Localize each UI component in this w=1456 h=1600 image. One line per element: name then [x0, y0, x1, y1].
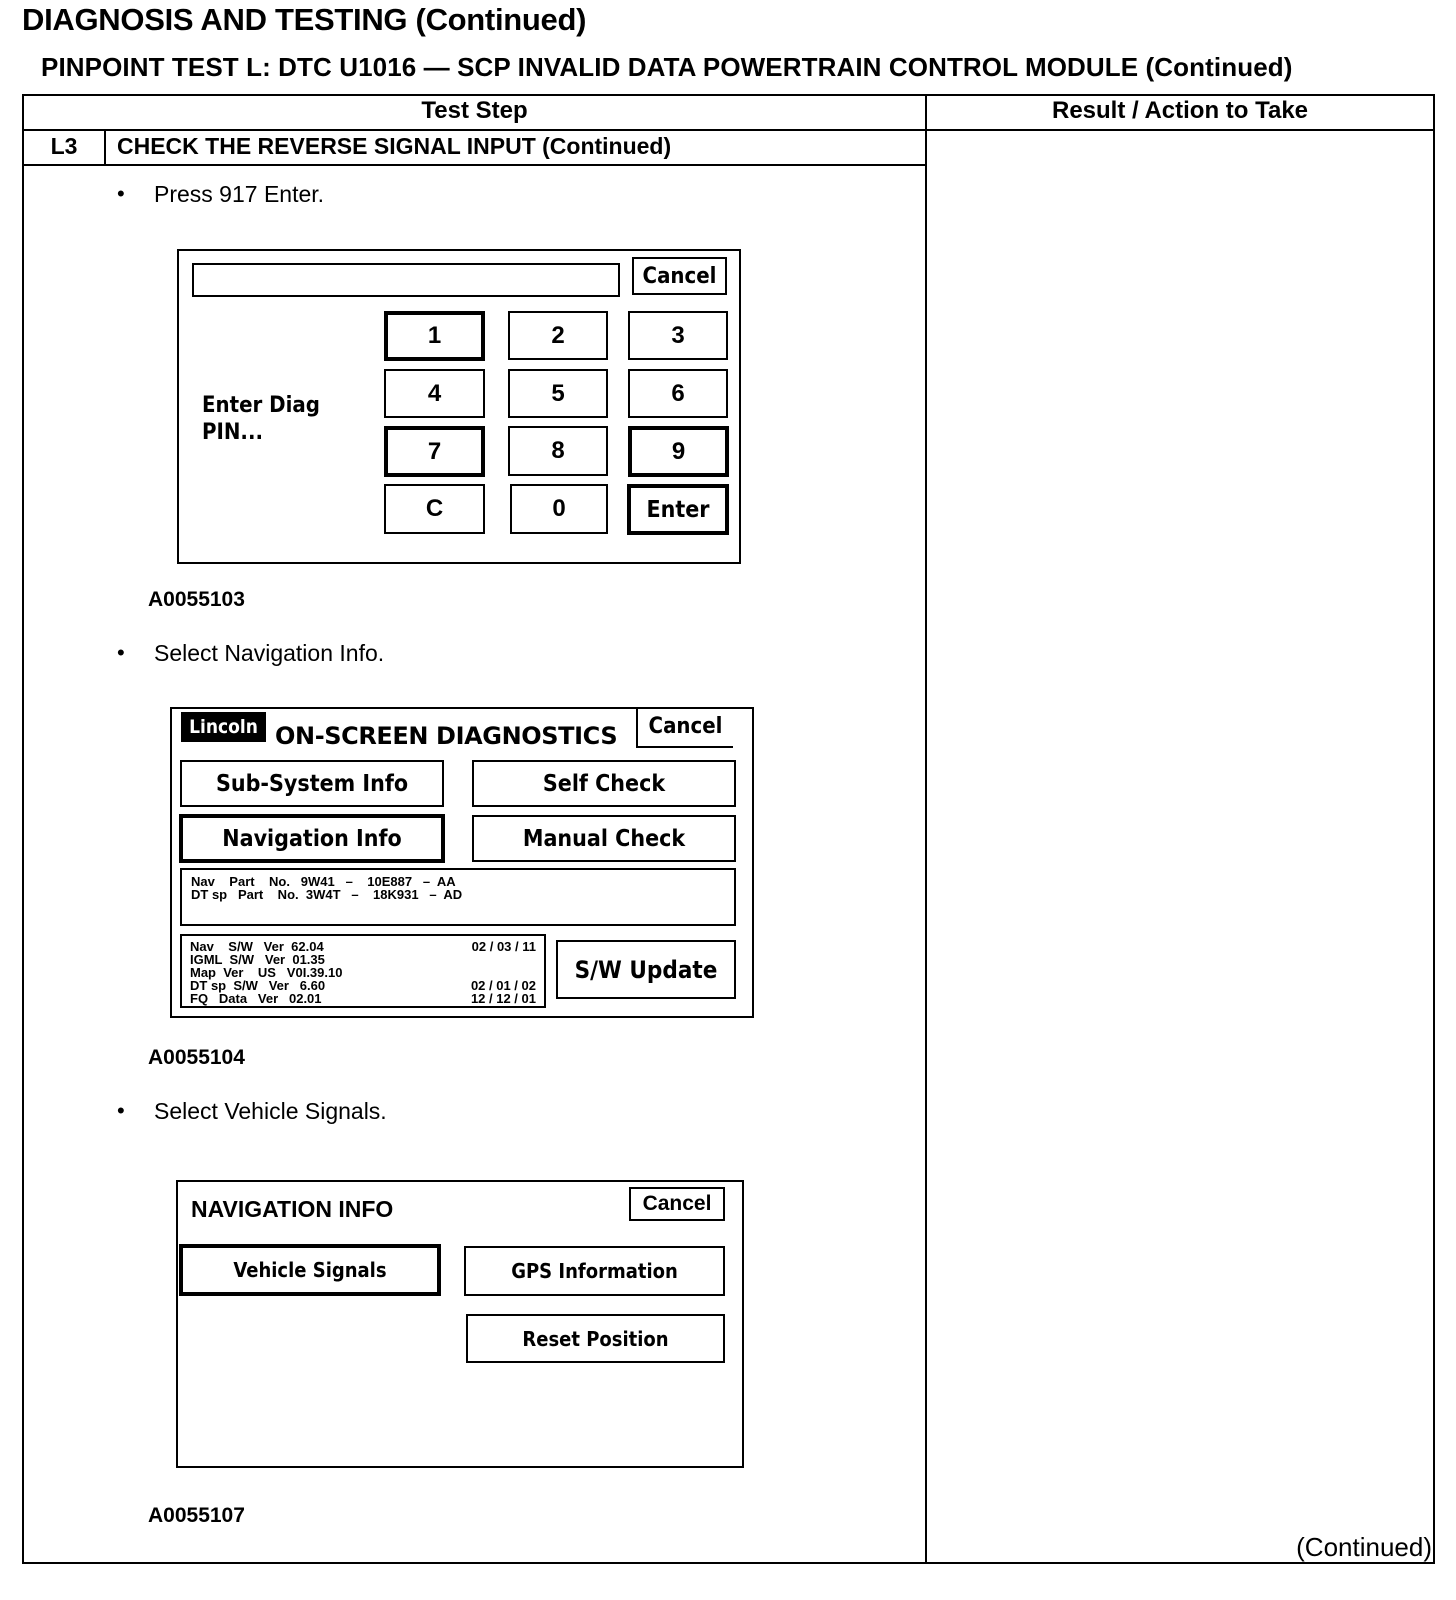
navigation-info-button[interactable]: Navigation Info: [179, 814, 445, 863]
key-6[interactable]: 6: [628, 369, 728, 418]
figure-id-2: A0055104: [148, 1046, 245, 1069]
step-row-divider: [22, 164, 927, 166]
lincoln-logo: Lincoln: [181, 712, 266, 742]
self-check-button[interactable]: Self Check: [472, 760, 736, 807]
pin-cancel-button[interactable]: Cancel: [632, 257, 727, 295]
key-1[interactable]: 1: [384, 311, 485, 361]
key-0[interactable]: 0: [510, 484, 608, 534]
key-2[interactable]: 2: [508, 311, 608, 360]
instruction-press-917: Press 917 Enter.: [154, 181, 325, 207]
version-label: FQ Data Ver 02.01: [190, 991, 322, 1006]
key-9[interactable]: 9: [628, 426, 729, 477]
pin-prompt: [202, 392, 320, 446]
key-4[interactable]: 4: [384, 369, 485, 418]
bullet-marker: •: [117, 1098, 125, 1123]
bullet-marker: •: [117, 640, 125, 665]
bullet-marker: •: [117, 181, 125, 206]
nav-part-number: Nav Part No. 9W41 – 10E887 – AA: [191, 874, 456, 889]
gps-information-button[interactable]: GPS Information: [464, 1246, 725, 1296]
version-date: 02 / 03 / 11: [471, 939, 536, 954]
key-enter[interactable]: Enter: [627, 484, 729, 535]
header-test-step: Test Step: [421, 97, 528, 124]
version-label: IGML S/W Ver 01.35: [190, 952, 325, 967]
step-id-divider: [104, 129, 106, 165]
diagnostics-title: ON-SCREEN DIAGNOSTICS: [275, 722, 618, 750]
navinfo-cancel-button[interactable]: Cancel: [629, 1187, 725, 1221]
page-title: DIAGNOSIS AND TESTING (Continued): [22, 2, 587, 37]
version-label: Nav S/W Ver 62.04: [190, 939, 324, 954]
software-version-panel: [180, 934, 546, 1008]
version-label: Map Ver US V0I.39.10: [190, 965, 343, 980]
key-3[interactable]: 3: [628, 311, 728, 360]
figure-id-3: A0055107: [148, 1504, 245, 1527]
key-7[interactable]: 7: [384, 426, 485, 477]
pin-input-field[interactable]: [192, 263, 620, 297]
vehicle-signals-button[interactable]: Vehicle Signals: [179, 1244, 441, 1296]
part-number-panel: [180, 868, 736, 926]
diagnostics-cancel-button[interactable]: Cancel: [636, 707, 733, 748]
dtsp-part-number: DT sp Part No. 3W4T – 18K931 – AD: [191, 887, 463, 902]
version-date: 12 / 12 / 01: [470, 991, 536, 1006]
header-divider: [22, 129, 1435, 131]
column-divider: [925, 94, 927, 1564]
sub-system-info-button[interactable]: Sub-System Info: [180, 760, 444, 807]
continued-footer: (Continued): [1296, 1532, 1432, 1562]
version-row: [190, 992, 536, 1005]
figure-id-1: A0055103: [148, 588, 245, 611]
instruction-select-vehicle-signals: Select Vehicle Signals.: [154, 1098, 387, 1124]
pin-prompt-line2: PIN...: [202, 420, 263, 445]
header-result: Result / Action to Take: [1051, 97, 1309, 124]
pinpoint-test-title: PINPOINT TEST L: DTC U1016 — SCP INVALID DATA POWERTRAIN CONTROL MODULE (Continued): [41, 52, 1293, 82]
instruction-select-nav-info: Select Navigation Info.: [154, 640, 385, 666]
version-date: 02 / 01 / 02: [470, 978, 536, 993]
manual-check-button[interactable]: Manual Check: [472, 815, 736, 862]
step-title: CHECK THE REVERSE SIGNAL INPUT (Continued): [117, 133, 672, 159]
step-id: L3: [50, 133, 78, 159]
key-8[interactable]: 8: [508, 426, 608, 476]
version-label: DT sp S/W Ver 6.60: [190, 978, 326, 993]
sw-update-button[interactable]: S/W Update: [556, 940, 736, 999]
reset-position-button[interactable]: Reset Position: [466, 1314, 725, 1363]
pin-prompt-line1: Enter Diag: [202, 393, 320, 418]
key-c[interactable]: C: [384, 484, 485, 534]
key-5[interactable]: 5: [508, 369, 608, 418]
navigation-info-title: NAVIGATION INFO: [191, 1196, 394, 1222]
